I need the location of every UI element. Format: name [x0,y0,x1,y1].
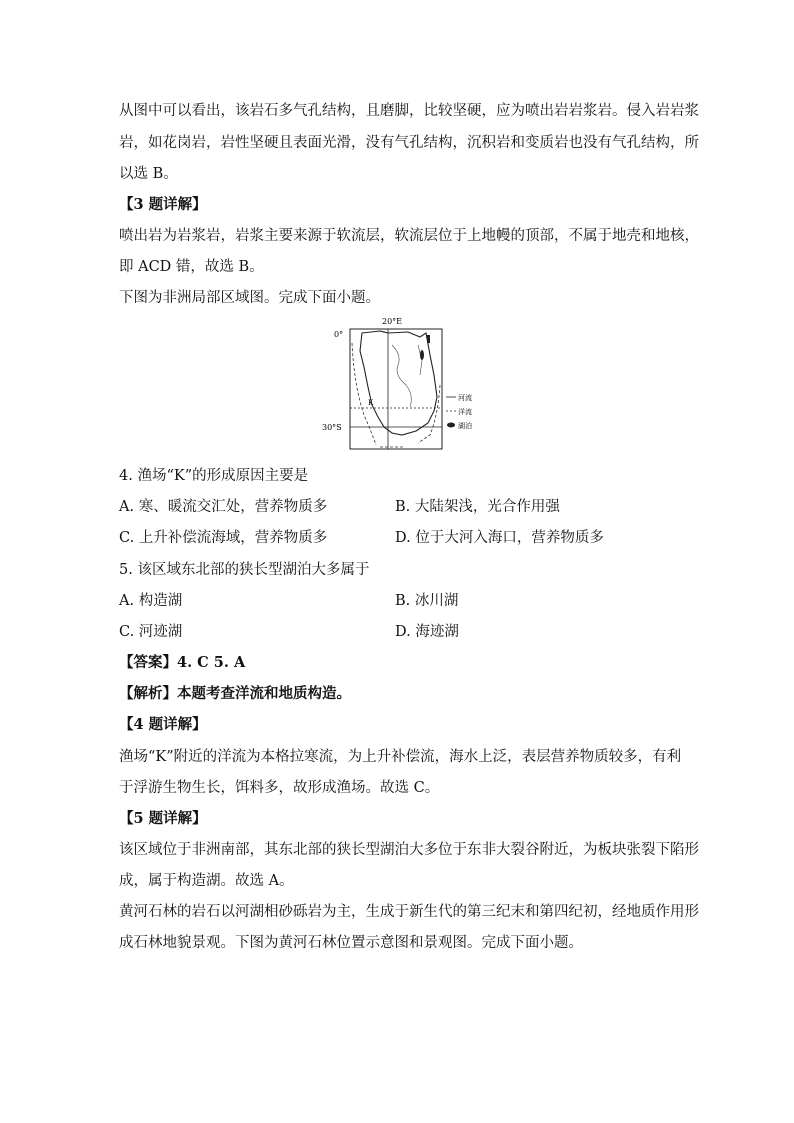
latitude-label-top: 0° [334,330,344,339]
latitude-label-bottom: 30°S [322,423,342,432]
paragraph-line: 黄河石林的岩石以河湖相砂砾岩为主，生成于新生代的第三纪末和第四纪初，经地质作用形 [119,904,699,920]
option-c: C. 上升补偿流海域，营养物质多 [119,530,328,546]
paragraph-line: 以选 B。 [119,166,178,182]
paragraph-line: 渔场“K”附近的洋流为本格拉寒流，为上升补偿流，海水上泛，表层营养物质较多，有利 [119,749,682,765]
longitude-label: 20°E [382,317,403,326]
option-a: A. 寒、暖流交汇处，营养物质多 [119,499,328,515]
section-heading: 【4 题详解】 [119,716,207,733]
option-d: D. 海迹湖 [395,624,459,640]
answer-line: 【答案】4. C 5. A [119,654,246,671]
paragraph-line: 岩，如花岗岩，岩性坚硬且表面光滑，没有气孔结构，沉积岩和变质岩也没有气孔结构，所 [119,135,699,151]
paragraph-line: 下图为非洲局部区域图。完成下面小题。 [119,290,380,306]
legend-river: 河流 [458,394,472,402]
question-stem: 4. 渔场“K”的形成原因主要是 [119,468,309,484]
legend-current: 洋流 [458,408,472,416]
option-d: D. 位于大河入海口，营养物质多 [395,530,604,546]
option-a: A. 构造湖 [119,593,183,609]
paragraph-line: 于浮游生物生长，饵料多，故形成渔场。故选 C。 [119,780,440,796]
paragraph-line: 即 ACD 错，故选 B。 [119,259,264,275]
lake-legend-icon [447,423,455,428]
section-heading: 【5 题详解】 [119,810,207,827]
point-k-label: K [368,399,374,407]
paragraph-line: 该区域位于非洲南部，其东北部的狭长型湖泊大多位于东非大裂谷附近，为板块张裂下陷形 [119,842,699,858]
option-c: C. 河迹湖 [119,624,183,640]
question-stem: 5. 该区域东北部的狭长型湖泊大多属于 [119,562,370,578]
paragraph-line: 喷出岩为岩浆岩，岩浆主要来源于软流层，软流层位于上地幔的顶部，不属于地壳和地核， [119,228,699,244]
analysis-heading: 【解析】本题考查洋流和地质构造。 [119,685,351,702]
legend-lake: 湖泊 [458,422,472,430]
paragraph-line: 成石林地貌景观。下图为黄河石林位置示意图和景观图。完成下面小题。 [119,935,583,951]
option-b: B. 大陆架浅，光合作用强 [395,499,560,515]
paragraph-line: 成，属于构造湖。故选 A。 [119,873,294,889]
africa-regional-map [322,315,482,455]
option-b: B. 冰川湖 [395,593,459,609]
paragraph-line: 从图中可以看出，该岩石多气孔结构，且磨脚，比较坚硬，应为喷出岩岩浆岩。侵入岩岩浆 [119,103,699,119]
section-heading: 【3 题详解】 [119,196,207,213]
